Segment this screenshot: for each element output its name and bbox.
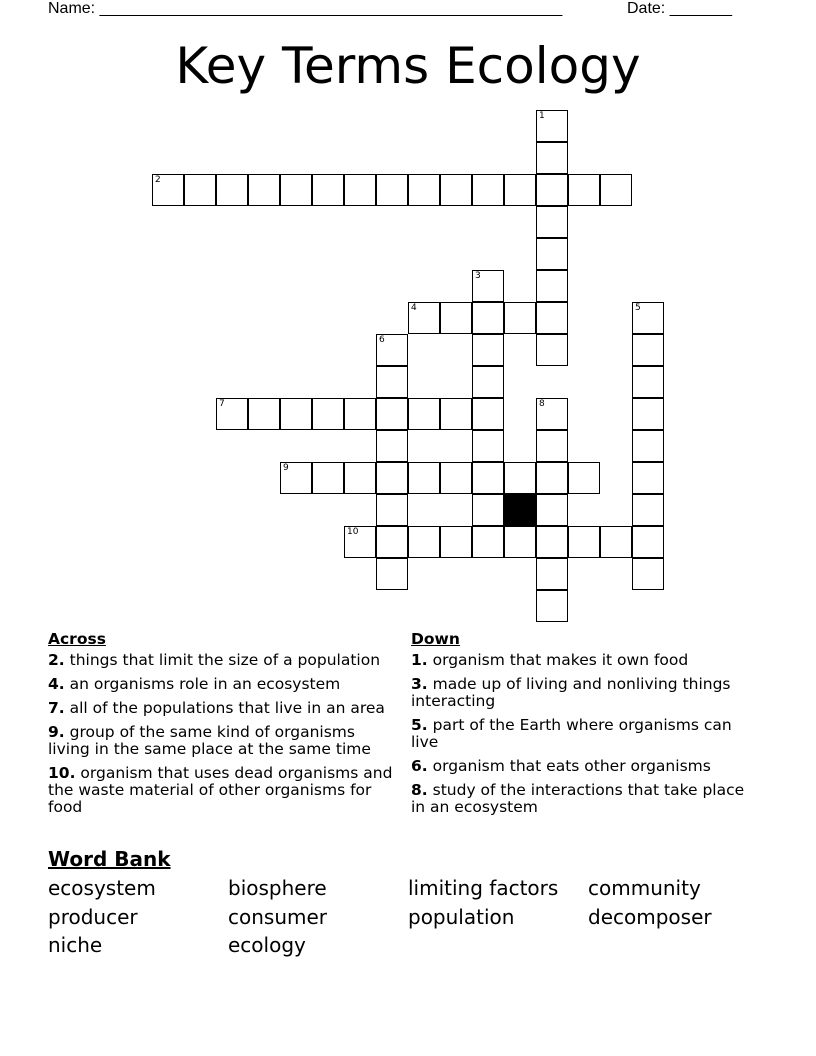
crossword-cell[interactable] [408,302,440,334]
clue-number: 10 [347,527,359,537]
crossword-cell[interactable] [376,366,408,398]
word-bank-item: consumer [228,904,328,929]
crossword-cell[interactable] [536,494,568,526]
crossword-cell[interactable] [536,558,568,590]
crossword-cell[interactable] [536,142,568,174]
crossword-cell[interactable] [504,462,536,494]
word-bank [48,874,768,960]
crossword-cell[interactable] [472,494,504,526]
date-line: Date: _______ [627,0,732,17]
crossword-cell[interactable] [376,462,408,494]
crossword-cell[interactable] [568,174,600,206]
crossword-cell[interactable] [280,398,312,430]
crossword-cell[interactable] [376,558,408,590]
across-clue-10: 10. organism that uses dead organisms and the waste material of other organisms for food [48,764,393,816]
crossword-cell[interactable] [472,430,504,462]
crossword-cell[interactable] [600,526,632,558]
crossword-cell[interactable] [536,334,568,366]
crossword-cell[interactable] [536,206,568,238]
crossword-cell[interactable] [408,526,440,558]
crossword-cell[interactable] [536,238,568,270]
word-bank-item: ecology [228,933,306,957]
crossword-cell[interactable] [472,302,504,334]
across-clues [48,629,393,823]
word-bank-item: niche [48,933,103,957]
crossword-cell[interactable] [472,334,504,366]
crossword-cell[interactable] [344,398,376,430]
across-clue-4: 4. an organisms role in an ecosystem [48,675,341,693]
down-clue-6: 6. organism that eats other organisms [411,757,711,775]
down-clue-3: 3. made up of living and nonliving things interacting [411,675,731,710]
clue-number: 3 [475,271,481,281]
crossword-cell[interactable] [632,302,664,334]
clue-number: 2 [155,175,161,185]
crossword-cell[interactable] [632,334,664,366]
word-bank-item: producer [48,904,138,929]
clue-number: 7 [219,399,225,409]
clue-number: 5 [635,303,641,313]
word-bank-title: Word Bank [48,847,171,871]
crossword-cell[interactable] [184,174,216,206]
clue-number: 9 [283,463,289,473]
crossword-cell[interactable] [312,398,344,430]
crossword-cell[interactable] [536,302,568,334]
crossword-cell[interactable] [344,462,376,494]
crossword-cell[interactable] [504,302,536,334]
page-title: Key Terms Ecology [175,37,641,95]
word-bank-item: ecosystem [48,876,156,900]
crossword-cell[interactable] [408,174,440,206]
crossword-cell[interactable] [376,494,408,526]
crossword-cell[interactable] [440,462,472,494]
crossword-cell[interactable] [536,462,568,494]
crossword-cell[interactable] [536,398,568,430]
crossword-cell[interactable] [632,526,664,558]
across-clue-7: 7. all of the populations that live in an area [48,699,385,717]
crossword-cell[interactable] [536,590,568,622]
across-clue-2: 2. things that limit the size of a population [48,651,381,669]
crossword-cell[interactable] [152,174,184,206]
crossword-cell[interactable] [280,462,312,494]
crossword-cell[interactable] [376,526,408,558]
crossword-cell[interactable] [440,526,472,558]
crossword-cell[interactable] [536,174,568,206]
clue-number: 8 [539,399,545,409]
crossword-cell[interactable] [312,462,344,494]
word-bank-item: biosphere [228,876,327,900]
crossword-cell[interactable] [472,398,504,430]
word-bank-item: population [408,904,515,929]
crossword-cell[interactable] [376,398,408,430]
word-bank-item: limiting factors [408,876,559,900]
crossword-cell[interactable] [632,558,664,590]
crossword-cell[interactable] [344,174,376,206]
crossword-cell[interactable] [472,462,504,494]
crossword-cell[interactable] [536,526,568,558]
crossword-cell[interactable] [472,270,504,302]
crossword-cell[interactable] [632,462,664,494]
crossword-cell[interactable] [632,430,664,462]
crossword-cell[interactable] [408,462,440,494]
crossword-cell[interactable] [536,270,568,302]
down-heading: Down [411,630,460,648]
name-line: Name: ____________________________________________________ [48,0,563,17]
crossword-cell[interactable] [632,398,664,430]
crossword-cell[interactable] [344,526,376,558]
crossword-cell[interactable] [536,110,568,142]
down-clues [411,629,756,823]
crossword-cell[interactable] [600,174,632,206]
crossword-cell[interactable] [408,398,440,430]
crossword-cell[interactable] [568,462,600,494]
crossword-cell[interactable] [216,398,248,430]
crossword-cell[interactable] [312,174,344,206]
clue-number: 6 [379,335,385,345]
crossword-cell[interactable] [632,494,664,526]
crossword-cell[interactable] [376,334,408,366]
crossword-cell[interactable] [568,526,600,558]
crossword-cell[interactable] [248,174,280,206]
crossword-cell[interactable] [376,430,408,462]
crossword-cell[interactable] [216,174,248,206]
across-heading: Across [48,630,106,648]
crossword-cell[interactable] [472,174,504,206]
crossword-cell[interactable] [536,430,568,462]
crossword-cell[interactable] [632,366,664,398]
down-clue-1: 1. organism that makes it own food [411,651,689,669]
crossword-cell[interactable] [376,174,408,206]
crossword-cell[interactable] [440,302,472,334]
crossword-cell[interactable] [248,398,280,430]
crossword-cell[interactable] [280,174,312,206]
black-square [504,494,536,526]
word-bank-item: decomposer [588,904,712,929]
clue-number: 4 [411,303,417,313]
down-clue-8: 8. study of the interactions that take place in an ecosystem [411,781,745,816]
across-clue-9: 9. group of the same kind of organisms living in the same place at the same time [48,723,371,758]
crossword-cell[interactable] [504,526,536,558]
word-bank-item: community [588,876,701,900]
crossword-cell[interactable] [472,526,504,558]
down-clue-5: 5. part of the Earth where organisms can live [411,716,732,751]
crossword-cell[interactable] [440,174,472,206]
clue-number: 1 [539,111,545,121]
crossword-cell[interactable] [472,366,504,398]
crossword-cell[interactable] [504,174,536,206]
crossword-cell[interactable] [440,398,472,430]
